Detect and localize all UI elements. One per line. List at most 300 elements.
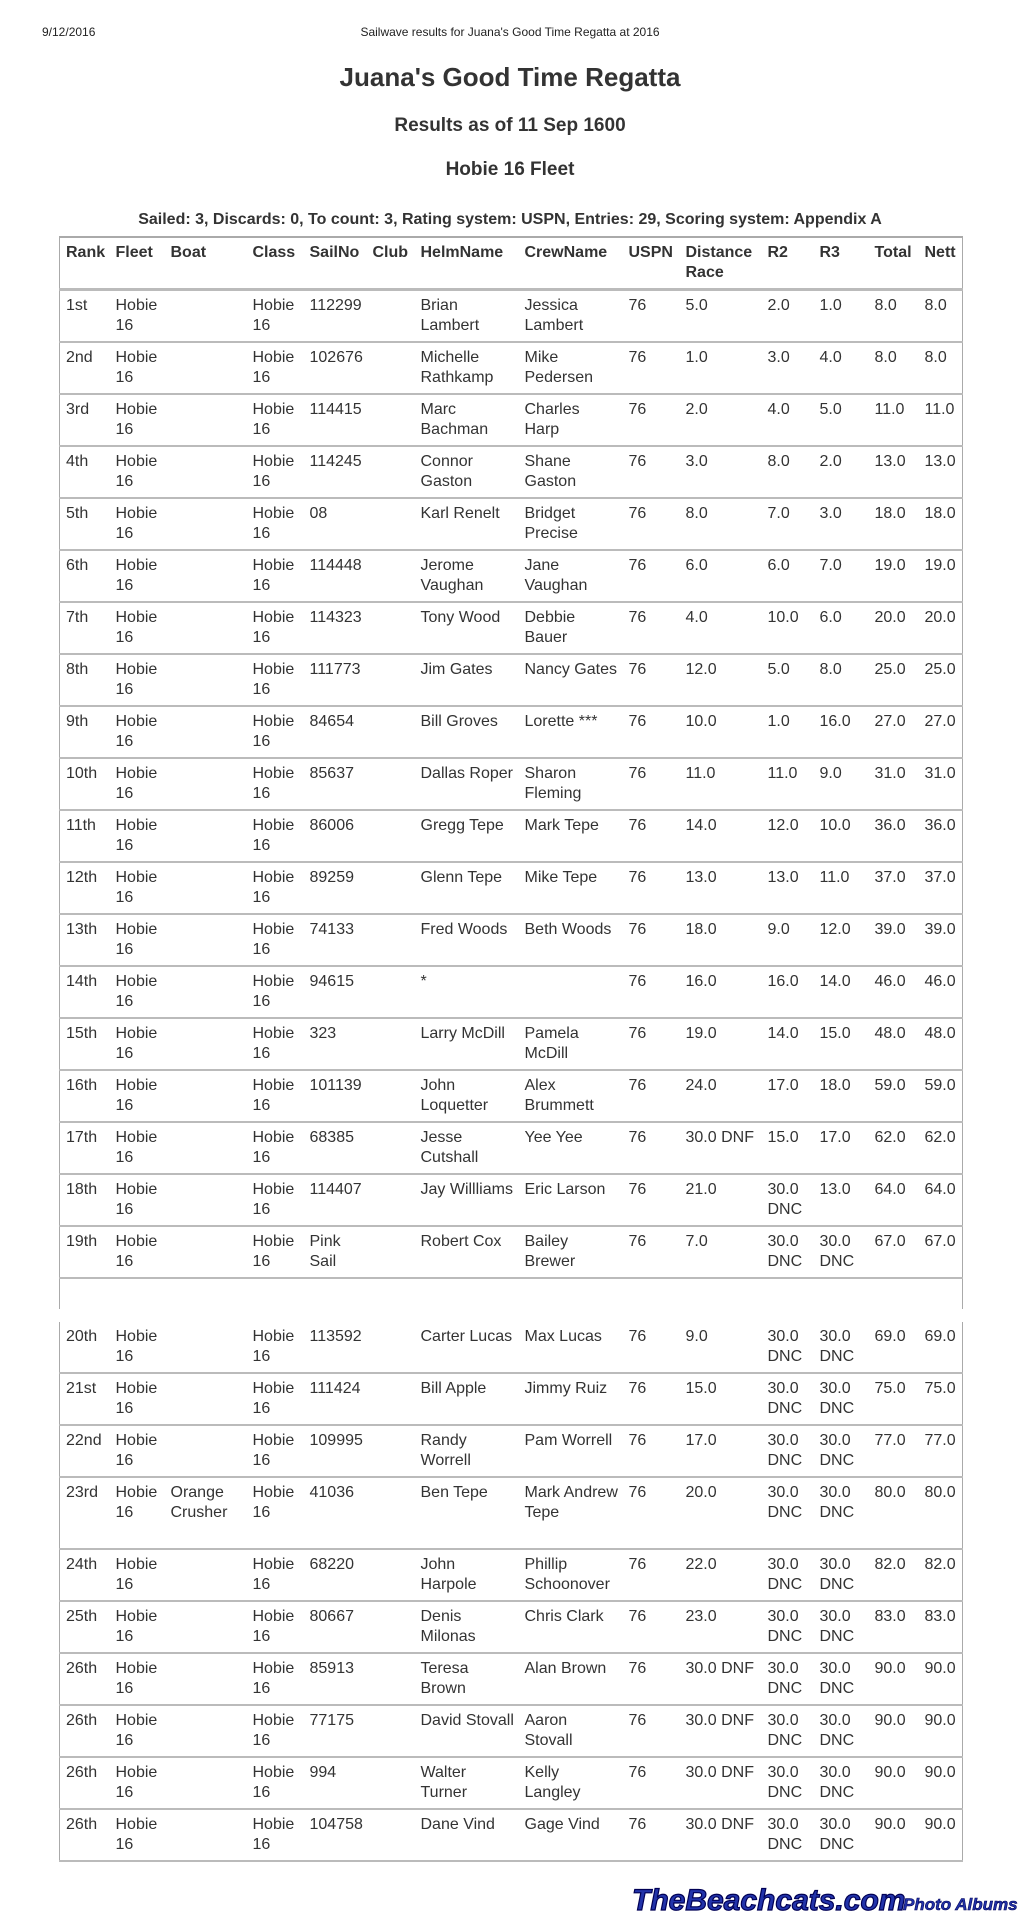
cell-sailno: 41036	[304, 1477, 367, 1549]
cell-r2: 30.0 DNC	[762, 1373, 814, 1425]
cell-fleet: Hobie 16	[110, 1425, 165, 1477]
cell-nett: 27.0	[919, 706, 963, 758]
cell-club	[367, 1122, 415, 1174]
cell-r3: 2.0	[814, 446, 869, 498]
cell-boat: Orange Crusher	[165, 1477, 247, 1549]
cell-club	[367, 966, 415, 1018]
table-row	[60, 602, 963, 654]
cell-rank: 10th	[60, 758, 110, 810]
cell-r3: 30.0 DNC	[814, 1705, 869, 1757]
cell-crew: Gage Vind	[519, 1809, 623, 1861]
cell-r2: 5.0	[762, 654, 814, 706]
cell-nett: 75.0	[919, 1373, 963, 1425]
cell-distance: 16.0	[680, 966, 762, 1018]
fleet-title: Hobie 16 Fleet	[445, 159, 575, 180]
cell-helm: Jim Gates	[415, 654, 519, 706]
logo-side-text: Photo Albums	[903, 1895, 1018, 1914]
cell-r3: 13.0	[814, 1174, 869, 1226]
table-row	[60, 550, 963, 602]
cell-class: Hobie 16	[247, 394, 304, 446]
cell-boat	[165, 1757, 247, 1809]
cell-total: 39.0	[869, 914, 919, 966]
cell-sailno: 80667	[304, 1601, 367, 1653]
cell-distance: 3.0	[680, 446, 762, 498]
cell-boat	[165, 1425, 247, 1477]
cell-crew: Yee Yee	[519, 1122, 623, 1174]
table-row	[60, 966, 963, 1018]
cell-total: 37.0	[869, 862, 919, 914]
cell-r3: 10.0	[814, 810, 869, 862]
cell-crew: Alex Brummett	[519, 1070, 623, 1122]
cell-rank: 14th	[60, 966, 110, 1018]
cell-crew: Max Lucas	[519, 1322, 623, 1373]
cell-boat	[165, 602, 247, 654]
cell-boat	[165, 1373, 247, 1425]
cell-crew: Mark Andrew Tepe	[519, 1477, 623, 1549]
cell-r3: 30.0 DNC	[814, 1549, 869, 1601]
cell-crew: Mike Pedersen	[519, 342, 623, 394]
cell-distance: 12.0	[680, 654, 762, 706]
cell-nett: 90.0	[919, 1705, 963, 1757]
cell-fleet: Hobie 16	[110, 810, 165, 862]
cell-distance: 20.0	[680, 1477, 762, 1549]
cell-distance: 13.0	[680, 862, 762, 914]
summary-line: Sailed: 3, Discards: 0, To count: 3, Rating system: USPN, Entries: 29, Scoring system: Appendix A	[138, 211, 882, 228]
cell-nett: 31.0	[919, 758, 963, 810]
cell-rank: 8th	[60, 654, 110, 706]
cell-sailno: 101139	[304, 1070, 367, 1122]
cell-r2: 17.0	[762, 1070, 814, 1122]
cell-rank: 5th	[60, 498, 110, 550]
cell-fleet: Hobie 16	[110, 862, 165, 914]
cell-club	[367, 602, 415, 654]
cell-club	[367, 498, 415, 550]
cell-fleet: Hobie 16	[110, 1070, 165, 1122]
cell-boat	[165, 342, 247, 394]
cell-nett: 8.0	[919, 342, 963, 394]
cell-club	[367, 914, 415, 966]
cell-sailno: 74133	[304, 914, 367, 966]
cell-uspn: 76	[623, 758, 680, 810]
cell-class: Hobie 16	[247, 498, 304, 550]
cell-helm: Walter Turner	[415, 1757, 519, 1809]
cell-crew: Charles Harp	[519, 394, 623, 446]
beachcats-logo[interactable]	[628, 1878, 1020, 1920]
cell-r2: 11.0	[762, 758, 814, 810]
cell-crew: Pamela McDill	[519, 1018, 623, 1070]
cell-sailno: 86006	[304, 810, 367, 862]
cell-fleet: Hobie 16	[110, 1549, 165, 1601]
cell-uspn: 76	[623, 1122, 680, 1174]
cell-uspn: 76	[623, 1226, 680, 1278]
cell-class: Hobie 16	[247, 966, 304, 1018]
cell-helm: Bill Groves	[415, 706, 519, 758]
cell-total: 20.0	[869, 602, 919, 654]
cell-uspn: 76	[623, 654, 680, 706]
cell-distance: 19.0	[680, 1018, 762, 1070]
cell-boat	[165, 758, 247, 810]
table-row	[60, 654, 963, 706]
cell-uspn: 76	[623, 1601, 680, 1653]
cell-class: Hobie 16	[247, 602, 304, 654]
table-row	[60, 1653, 963, 1705]
cell-rank: 11th	[60, 810, 110, 862]
cell-distance: 7.0	[680, 1226, 762, 1278]
cell-boat	[165, 1322, 247, 1373]
cell-uspn: 76	[623, 1809, 680, 1861]
cell-nett: 11.0	[919, 394, 963, 446]
cell-r3: 9.0	[814, 758, 869, 810]
cell-class: Hobie 16	[247, 1549, 304, 1601]
cell-r3: 8.0	[814, 654, 869, 706]
cell-helm: Tony Wood	[415, 602, 519, 654]
cell-r2: 15.0	[762, 1122, 814, 1174]
cell-fleet: Hobie 16	[110, 654, 165, 706]
cell-r3: 14.0	[814, 966, 869, 1018]
cell-r3: 7.0	[814, 550, 869, 602]
cell-uspn: 76	[623, 1322, 680, 1373]
cell-crew: Mark Tepe	[519, 810, 623, 862]
table-row	[60, 1226, 963, 1278]
cell-nett: 36.0	[919, 810, 963, 862]
cell-distance: 5.0	[680, 290, 762, 343]
cell-helm: Glenn Tepe	[415, 862, 519, 914]
cell-class: Hobie 16	[247, 1226, 304, 1278]
cell-uspn: 76	[623, 810, 680, 862]
cell-r2: 30.0 DNC	[762, 1226, 814, 1278]
cell-total: 90.0	[869, 1757, 919, 1809]
cell-club	[367, 550, 415, 602]
cell-r2: 1.0	[762, 706, 814, 758]
cell-class: Hobie 16	[247, 706, 304, 758]
cell-club	[367, 1549, 415, 1601]
cell-nett: 48.0	[919, 1018, 963, 1070]
cell-total: 11.0	[869, 394, 919, 446]
cell-nett: 64.0	[919, 1174, 963, 1226]
column-header-uspn: USPN	[623, 237, 680, 290]
cell-sailno: 323	[304, 1018, 367, 1070]
cell-class: Hobie 16	[247, 1070, 304, 1122]
cell-club	[367, 1018, 415, 1070]
cell-nett: 82.0	[919, 1549, 963, 1601]
cell-helm: Jesse Cutshall	[415, 1122, 519, 1174]
cell-nett: 69.0	[919, 1322, 963, 1373]
cell-nett: 18.0	[919, 498, 963, 550]
cell-club	[367, 862, 415, 914]
page-break-spacer	[60, 1278, 963, 1309]
cell-crew	[519, 966, 623, 1018]
cell-r2: 2.0	[762, 290, 814, 343]
cell-class: Hobie 16	[247, 654, 304, 706]
table-row	[60, 1809, 963, 1861]
cell-crew: Jessica Lambert	[519, 290, 623, 343]
cell-class: Hobie 16	[247, 1705, 304, 1757]
cell-fleet: Hobie 16	[110, 1601, 165, 1653]
cell-boat	[165, 706, 247, 758]
cell-helm: Connor Gaston	[415, 446, 519, 498]
cell-boat	[165, 1018, 247, 1070]
cell-nett: 39.0	[919, 914, 963, 966]
cell-crew: Kelly Langley	[519, 1757, 623, 1809]
cell-rank: 26th	[60, 1653, 110, 1705]
cell-rank: 19th	[60, 1226, 110, 1278]
cell-boat	[165, 810, 247, 862]
cell-club	[367, 654, 415, 706]
cell-nett: 77.0	[919, 1425, 963, 1477]
cell-distance: 17.0	[680, 1425, 762, 1477]
cell-nett: 19.0	[919, 550, 963, 602]
table-row	[60, 1757, 963, 1809]
cell-uspn: 76	[623, 394, 680, 446]
cell-fleet: Hobie 16	[110, 706, 165, 758]
cell-sailno: 109995	[304, 1425, 367, 1477]
table-row	[60, 1601, 963, 1653]
cell-total: 48.0	[869, 1018, 919, 1070]
cell-total: 18.0	[869, 498, 919, 550]
cell-total: 8.0	[869, 290, 919, 343]
logo-main-text: TheBeachcats.com	[632, 1884, 906, 1917]
cell-boat	[165, 394, 247, 446]
cell-uspn: 76	[623, 342, 680, 394]
cell-boat	[165, 498, 247, 550]
cell-distance: 2.0	[680, 394, 762, 446]
cell-uspn: 76	[623, 1757, 680, 1809]
cell-club	[367, 706, 415, 758]
cell-club	[367, 758, 415, 810]
cell-rank: 13th	[60, 914, 110, 966]
cell-nett: 90.0	[919, 1653, 963, 1705]
cell-nett: 25.0	[919, 654, 963, 706]
table-row	[60, 1373, 963, 1425]
cell-helm: Bill Apple	[415, 1373, 519, 1425]
cell-nett: 59.0	[919, 1070, 963, 1122]
cell-helm: Gregg Tepe	[415, 810, 519, 862]
cell-crew: Pam Worrell	[519, 1425, 623, 1477]
cell-crew: Mike Tepe	[519, 862, 623, 914]
cell-helm: Dallas Roper	[415, 758, 519, 810]
cell-distance: 30.0 DNF	[680, 1705, 762, 1757]
cell-r2: 30.0 DNC	[762, 1425, 814, 1477]
cell-crew: Debbie Bauer	[519, 602, 623, 654]
cell-helm: John Loquetter	[415, 1070, 519, 1122]
cell-boat	[165, 1549, 247, 1601]
cell-helm: Brian Lambert	[415, 290, 519, 343]
cell-boat	[165, 654, 247, 706]
cell-r2: 12.0	[762, 810, 814, 862]
cell-sailno: 89259	[304, 862, 367, 914]
cell-nett: 20.0	[919, 602, 963, 654]
cell-r3: 3.0	[814, 498, 869, 550]
cell-sailno: 94615	[304, 966, 367, 1018]
cell-distance: 18.0	[680, 914, 762, 966]
cell-sailno: 85913	[304, 1653, 367, 1705]
cell-sailno: 994	[304, 1757, 367, 1809]
cell-r2: 30.0 DNC	[762, 1322, 814, 1373]
cell-rank: 6th	[60, 550, 110, 602]
cell-r2: 30.0 DNC	[762, 1549, 814, 1601]
cell-uspn: 76	[623, 706, 680, 758]
print-title: Sailwave results for Juana's Good Time Regatta at 2016	[360, 25, 660, 39]
cell-crew: Chris Clark	[519, 1601, 623, 1653]
cell-r2: 6.0	[762, 550, 814, 602]
cell-r2: 8.0	[762, 446, 814, 498]
cell-rank: 26th	[60, 1757, 110, 1809]
cell-total: 75.0	[869, 1373, 919, 1425]
cell-total: 62.0	[869, 1122, 919, 1174]
cell-total: 31.0	[869, 758, 919, 810]
cell-r3: 30.0 DNC	[814, 1809, 869, 1861]
cell-r2: 9.0	[762, 914, 814, 966]
cell-uspn: 76	[623, 446, 680, 498]
cell-r2: 30.0 DNC	[762, 1477, 814, 1549]
cell-sailno: 114407	[304, 1174, 367, 1226]
cell-uspn: 76	[623, 966, 680, 1018]
cell-rank: 25th	[60, 1601, 110, 1653]
cell-boat	[165, 550, 247, 602]
cell-total: 27.0	[869, 706, 919, 758]
cell-sailno: 114415	[304, 394, 367, 446]
cell-crew: Eric Larson	[519, 1174, 623, 1226]
cell-uspn: 76	[623, 1018, 680, 1070]
cell-helm: Jerome Vaughan	[415, 550, 519, 602]
results-date: Results as of 11 Sep 1600	[394, 115, 626, 136]
cell-helm: Teresa Brown	[415, 1653, 519, 1705]
cell-rank: 9th	[60, 706, 110, 758]
cell-class: Hobie 16	[247, 1322, 304, 1373]
cell-boat	[165, 862, 247, 914]
cell-nett: 67.0	[919, 1226, 963, 1278]
cell-helm: David Stovall	[415, 1705, 519, 1757]
cell-fleet: Hobie 16	[110, 1018, 165, 1070]
cell-boat	[165, 966, 247, 1018]
cell-r2: 13.0	[762, 862, 814, 914]
cell-uspn: 76	[623, 1373, 680, 1425]
cell-sailno: 113592	[304, 1322, 367, 1373]
cell-sailno: 111424	[304, 1373, 367, 1425]
cell-distance: 22.0	[680, 1549, 762, 1601]
cell-class: Hobie 16	[247, 1653, 304, 1705]
cell-uspn: 76	[623, 914, 680, 966]
cell-rank: 15th	[60, 1018, 110, 1070]
cell-class: Hobie 16	[247, 1174, 304, 1226]
table-row	[60, 1425, 963, 1477]
cell-club	[367, 1809, 415, 1861]
cell-rank: 7th	[60, 602, 110, 654]
cell-fleet: Hobie 16	[110, 758, 165, 810]
cell-boat	[165, 1705, 247, 1757]
cell-nett: 83.0	[919, 1601, 963, 1653]
table-row	[60, 1018, 963, 1070]
cell-fleet: Hobie 16	[110, 394, 165, 446]
cell-fleet: Hobie 16	[110, 1705, 165, 1757]
cell-helm: Randy Worrell	[415, 1425, 519, 1477]
table-row	[60, 810, 963, 862]
column-header-nett: Nett	[919, 237, 963, 290]
cell-rank: 18th	[60, 1174, 110, 1226]
cell-total: 90.0	[869, 1653, 919, 1705]
cell-nett: 90.0	[919, 1757, 963, 1809]
cell-helm: Fred Woods	[415, 914, 519, 966]
cell-club	[367, 1425, 415, 1477]
table-row	[60, 1477, 963, 1549]
cell-boat	[165, 290, 247, 343]
cell-r3: 30.0 DNC	[814, 1653, 869, 1705]
cell-crew: Sharon Fleming	[519, 758, 623, 810]
cell-sailno: 85637	[304, 758, 367, 810]
cell-fleet: Hobie 16	[110, 1477, 165, 1549]
cell-r3: 15.0	[814, 1018, 869, 1070]
cell-uspn: 76	[623, 1653, 680, 1705]
cell-fleet: Hobie 16	[110, 1174, 165, 1226]
cell-distance: 10.0	[680, 706, 762, 758]
cell-nett: 37.0	[919, 862, 963, 914]
cell-helm: Jay Willliams	[415, 1174, 519, 1226]
cell-class: Hobie 16	[247, 1601, 304, 1653]
cell-helm: John Harpole	[415, 1549, 519, 1601]
column-header-boat: Boat	[165, 237, 247, 290]
column-header-rank: Rank	[60, 237, 110, 290]
cell-rank: 22nd	[60, 1425, 110, 1477]
cell-distance: 30.0 DNF	[680, 1122, 762, 1174]
cell-total: 90.0	[869, 1809, 919, 1861]
cell-total: 80.0	[869, 1477, 919, 1549]
cell-helm: *	[415, 966, 519, 1018]
cell-distance: 30.0 DNF	[680, 1757, 762, 1809]
cell-rank: 1st	[60, 290, 110, 343]
cell-helm: Denis Milonas	[415, 1601, 519, 1653]
cell-crew: Jane Vaughan	[519, 550, 623, 602]
cell-fleet: Hobie 16	[110, 1226, 165, 1278]
cell-rank: 2nd	[60, 342, 110, 394]
cell-club	[367, 1226, 415, 1278]
cell-crew: Shane Gaston	[519, 446, 623, 498]
column-header-r3: R3	[814, 237, 869, 290]
cell-class: Hobie 16	[247, 810, 304, 862]
cell-distance: 30.0 DNF	[680, 1809, 762, 1861]
cell-total: 13.0	[869, 446, 919, 498]
column-header-class: Class	[247, 237, 304, 290]
cell-uspn: 76	[623, 290, 680, 343]
column-header-total: Total	[869, 237, 919, 290]
cell-boat	[165, 1070, 247, 1122]
cell-sailno: 68220	[304, 1549, 367, 1601]
cell-club	[367, 1322, 415, 1373]
cell-uspn: 76	[623, 1425, 680, 1477]
table-row	[60, 342, 963, 394]
cell-sailno: 114448	[304, 550, 367, 602]
cell-class: Hobie 16	[247, 1477, 304, 1549]
cell-boat	[165, 1809, 247, 1861]
cell-crew: Nancy Gates	[519, 654, 623, 706]
table-row	[60, 1549, 963, 1601]
column-header-r2: R2	[762, 237, 814, 290]
cell-r3: 18.0	[814, 1070, 869, 1122]
cell-r3: 16.0	[814, 706, 869, 758]
cell-distance: 4.0	[680, 602, 762, 654]
cell-class: Hobie 16	[247, 914, 304, 966]
results-table-page-2	[59, 1322, 963, 1862]
cell-uspn: 76	[623, 1549, 680, 1601]
cell-total: 83.0	[869, 1601, 919, 1653]
cell-crew: Lorette ***	[519, 706, 623, 758]
table-row	[60, 1122, 963, 1174]
cell-nett: 46.0	[919, 966, 963, 1018]
column-header-distance: Distance Race	[680, 237, 762, 290]
cell-fleet: Hobie 16	[110, 498, 165, 550]
cell-club	[367, 1601, 415, 1653]
cell-r3: 30.0 DNC	[814, 1425, 869, 1477]
cell-distance: 30.0 DNF	[680, 1653, 762, 1705]
